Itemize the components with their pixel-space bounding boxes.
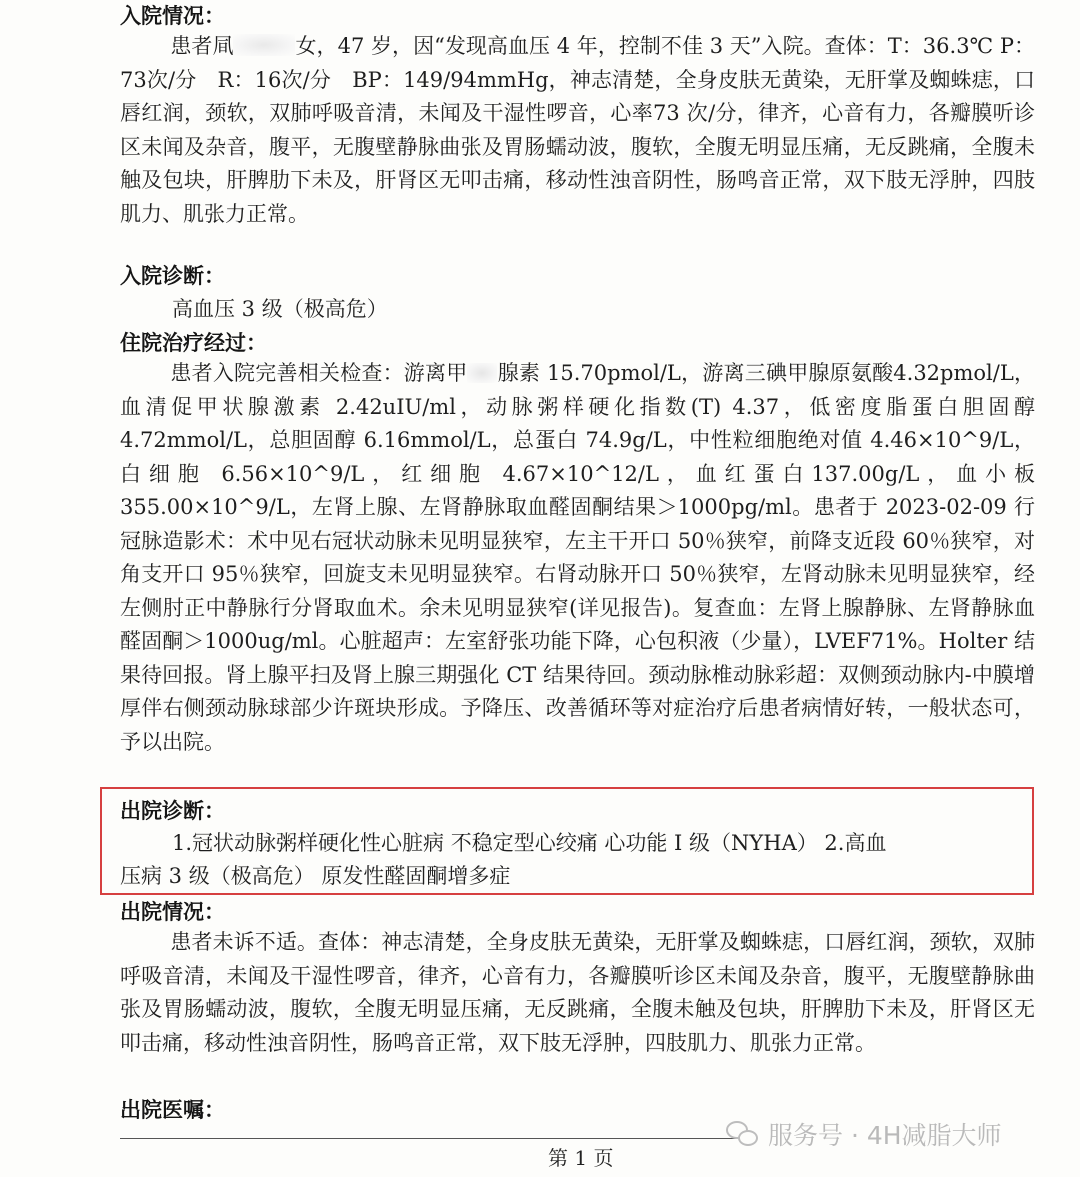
chat-bubbles-icon xyxy=(726,1119,760,1149)
page-number: 第 1 页 xyxy=(548,1146,614,1170)
heading-discharge-orders: 出院医嘱： xyxy=(120,1098,225,1122)
discharge-diagnosis-line-1: 1.冠状动脉粥样硬化性心脏病 不稳定型心绞痛 心功能 I 级（NYHA） 2.高血 xyxy=(172,831,887,855)
watermark xyxy=(726,1116,1002,1152)
patient-name-fragment: 凬 xyxy=(212,34,234,58)
treatment-text xyxy=(120,357,1035,759)
admission-diagnosis-text: 高血压 3 级（极高危） xyxy=(172,297,388,321)
watermark-text: 服务号 · 4H减脂大师 xyxy=(768,1121,1002,1150)
discharge-diagnosis-line-2: 压病 3 级（极高危） 原发性醛固酮增多症 xyxy=(120,864,511,888)
footer-rule xyxy=(120,1138,740,1139)
heading-admission-diagnosis: 入院诊断： xyxy=(120,264,225,288)
redacted-word xyxy=(467,363,497,383)
heading-discharge-diagnosis: 出院诊断： xyxy=(120,799,225,823)
treatment-part1: 患者入院完善相关检查：游离甲 xyxy=(170,361,468,385)
heading-discharge-status: 出院情况： xyxy=(120,900,225,924)
treatment-part2: 腺素 15.70pmol/L，游离三碘甲腺原氨酸4.32pmol/L，血清促甲状腺激素 2.42uIU/ml，动脉粥样硬化指数(T) 4.37，低密度脂蛋白胆固醇 4.72mmol/L，总胆固醇 6.16mmol/L，总蛋白 74.9g/L，中性粒细胞绝对值 4.46×10^9/L，白细胞 6.56×10^9/L，红细胞 4.67×10^12/L，血红蛋白137.00g/L，血小板 355.00×10^9/L，左肾上腺、左肾静脉取血醛固酮结果＞1000pg/ml。患者于 2023-02-09 行冠脉造影术：术中见右冠状动脉未见明显狭窄，左主干开口 50％狭窄，前降支近段 60％狭窄，对角支开口 95％狭窄，回旋支未见明显狭窄。右肾动脉开口 50％狭窄，左肾动脉未见明显狭窄，经左侧肘正中静脉行分肾取血术。余未见明显狭窄(详见报告)。复查血：左肾上腺静脉、左肾静脉血醛固酮＞1000ug/ml。心脏超声：左室舒张功能下降，心包积液（少量），LVEF71%。Holter 结果待回报。肾上腺平扫及肾上腺三期强化 CT 结果待回。颈动脉椎动脉彩超：双侧颈动脉内-中膜增厚伴右侧颈动脉球部少许斑块形成。予降压、改善循环等对症治疗后患者病情好转，一般状态可，予以出院。 xyxy=(120,361,1035,754)
heading-admission: 入院情况： xyxy=(120,4,225,28)
redacted-name xyxy=(233,34,295,56)
discharge-status-text: 患者未诉不适。查体：神志清楚，全身皮肤无黄染，无肝掌及蜘蛛痣，口唇红润，颈软，双肺呼吸音清，未闻及干湿性啰音，律齐，心音有力，各瓣膜听诊区未闻及杂音，腹平，无腹壁静脉曲张及胃肠蠕动波，腹软，全腹无明显压痛，无反跳痛，全腹未触及包块，肝脾肋下未及，肝肾区无叩击痛，移动性浊音阴性，肠鸣音正常，双下肢无浮肿，四肢肌力、肌张力正常。 xyxy=(120,930,1035,1055)
admission-body: 女，47 岁，因“发现高血压 4 年，控制不佳 3 天”入院。查体：T：36.3℃ P：73次/分 R：16次/分 BP：149/94mmHg，神志清楚，全身皮肤无黄染，无肝掌及蜘蛛痣，口唇红润，颈软，双肺呼吸音清，未闻及干湿性啰音，心率73 次/分，律齐，心音有力，各瓣膜听诊区未闻及杂音，腹平，无腹壁静脉曲张及胃肠蠕动波，腹软，全腹无明显压痛，无反跳痛，全腹未触及包块，肝脾肋下未及，肝肾区无叩击痛，移动性浊音阴性，肠鸣音正常，双下肢无浮肿，四肢肌力、肌张力正常。 xyxy=(120,34,1035,226)
heading-treatment: 住院治疗经过： xyxy=(120,331,267,355)
patient-prefix: 患者 xyxy=(170,34,213,58)
admission-text xyxy=(120,30,1035,231)
